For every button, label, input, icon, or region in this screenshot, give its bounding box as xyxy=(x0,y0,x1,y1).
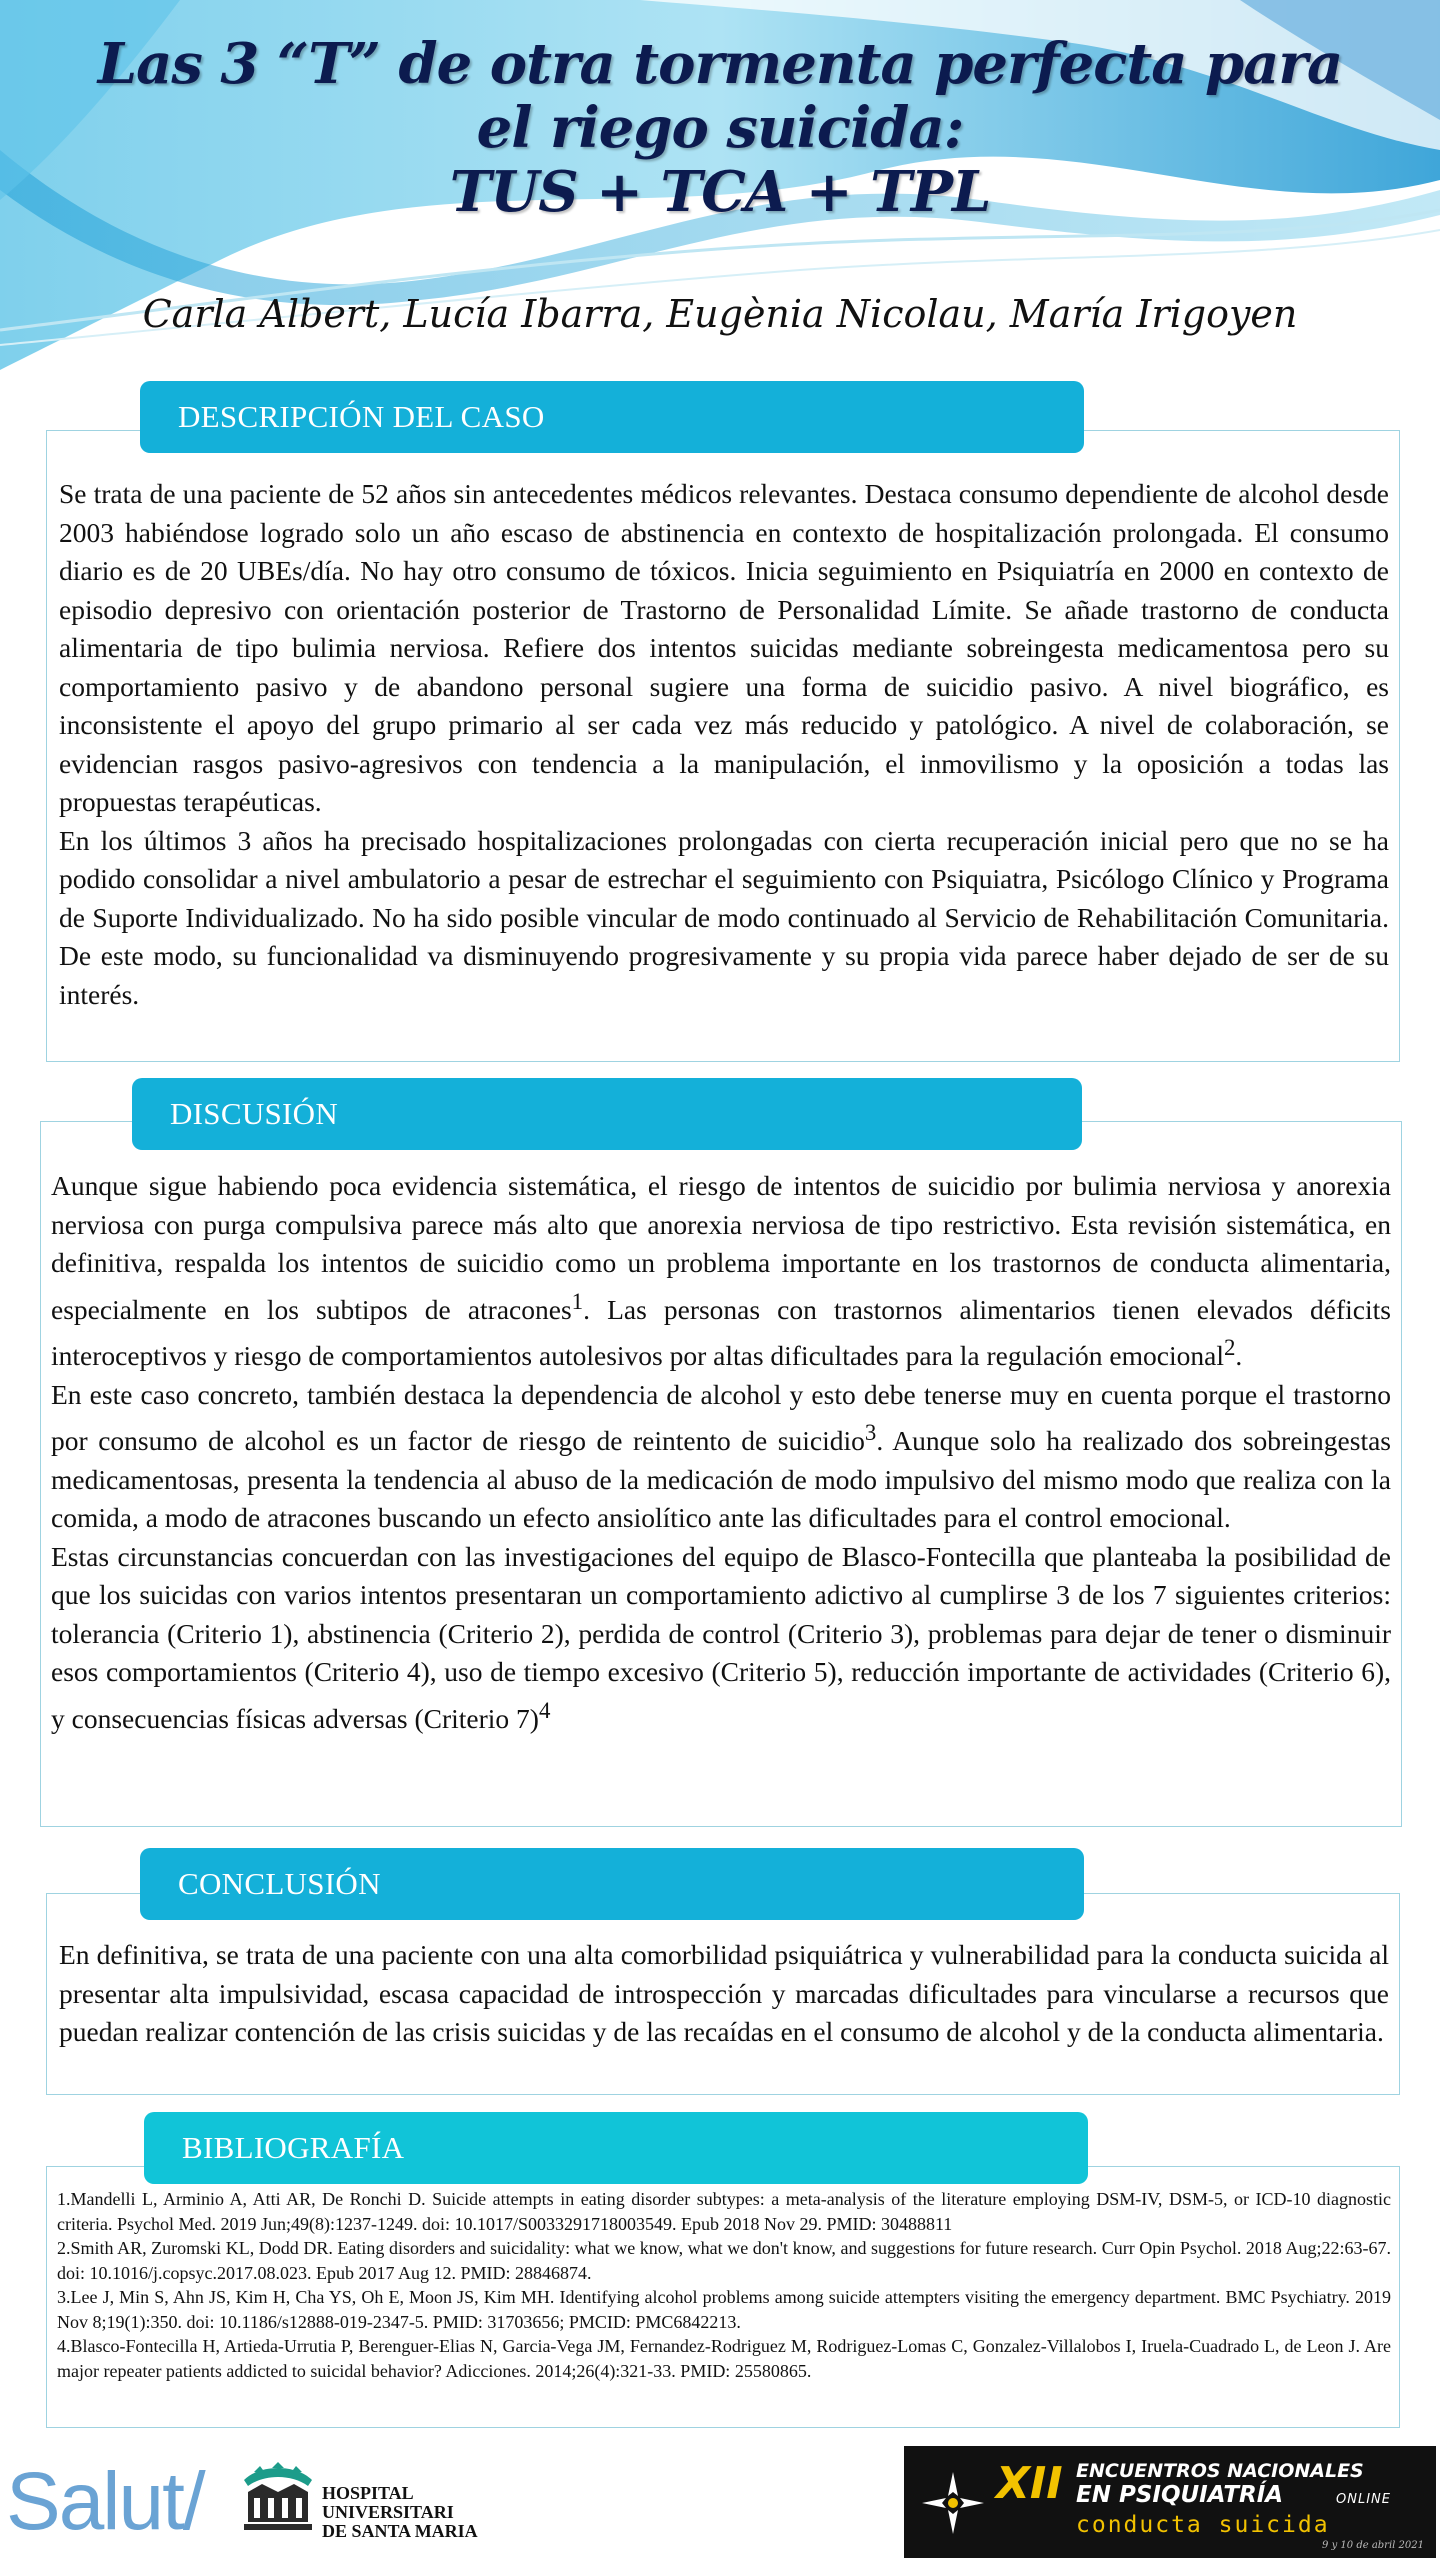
descripcion-paragraph-2: En los últimos 3 años ha precisado hospitalizaciones prolongadas con cierta recuperación inicial pero que no se ha podido consolidar a nivel ambulatorio a pesar de estrechar el seguimiento con Psiquiatra, Psicólogo Clínico y Programa de Suporte Individualizado. No ha sido posible vincular de modo continuado al Servicio de Rehabilitación Comunitaria. De este modo, su funcionalidad va disminuyendo progresivamente y su propia vida parece haber dejado de ser de su interés. xyxy=(59,824,1389,1010)
hospital-name: HOSPITAL UNIVERSITARI DE SANTA MARIA xyxy=(322,2483,478,2541)
event-name-line-2: EN PSIQUIATRÍA xyxy=(1076,2482,1284,2508)
event-online: ONLINE xyxy=(1336,2492,1391,2507)
reference-3: 3.Lee J, Min S, Ahn JS, Kim H, Cha YS, Oh E, Moon JS, Kim MH. Identifying alcohol problems among suicide attempters visiting the emergency department. BMC Psychiatry. 2019 Nov 8;19(1):350. doi: 10.1186/s12888-019-2347-5. PMID: 31703656; PMCID: PMC6842213. xyxy=(57,2287,1391,2332)
tab-descripcion: DESCRIPCIÓN DEL CASO xyxy=(140,381,1084,453)
section-descripcion xyxy=(46,430,1400,1062)
reference-1: 1.Mandelli L, Arminio A, Atti AR, De Ronchi D. Suicide attempts in eating disorder subtypes: a meta-analysis of the literature employing DSM-IV, DSM-5, or ICD-10 diagnostic criteria. Psychol Med. 2019 Jun;49(8):1237-1249. doi: 10.1017/S0033291718003549. Epub 2018 Nov 29. PMID: 30488811 xyxy=(57,2189,1391,2234)
reference-2: 2.Smith AR, Zuromski KL, Dodd DR. Eating disorders and suicidality: what we know, what we don't know, and suggestions for future research. Curr Opin Psychol. 2018 Aug;22:63-67. doi: 10.1016/j.copsyc.2017.08.023. Epub 2017 Aug 12. PMID: 28846874. xyxy=(57,2238,1391,2283)
descripcion-paragraph-1: Se trata de una paciente de 52 años sin antecedentes médicos relevantes. Destaca consumo dependiente de alcohol desde 2003 habiéndose logrado solo un año escaso de abstinencia en contexto de hospitalización prolongada. El consumo diario es de 20 UBEs/día. No hay otro consumo de tóxicos. Inicia seguimiento en Psiquiatría en 2000 en contexto de episodio depresivo con orientación posterior de Trastorno de Personalidad Límite. Se añade trastorno de conducta alimentaria de tipo bulimia nerviosa. Refiere dos intentos suicidas mediante sobreingesta medicamentosa pero su comportamiento pasivo y de abandono personal sugiere una forma de suicidio pasivo. A nivel biográfico, es inconsistente el apoyo del grupo primario al ser cada vez más reducido y patológico. A nivel de colaboración, se evidencian rasgos pasivo-agresivos con tendencia a la manipulación, el inmovilismo y la oposición a todas las propuestas terapéuticas. xyxy=(59,478,1389,817)
descripcion-body xyxy=(59,475,1389,1014)
section-discusion xyxy=(40,1121,1402,1827)
event-edition: XII xyxy=(996,2458,1063,2509)
title-line-3: TUS + TCA + TPL xyxy=(449,159,991,225)
footnote-2: 2 xyxy=(1223,1335,1236,1361)
tab-conclusion: CONCLUSIÓN xyxy=(140,1848,1084,1920)
discusion-body xyxy=(51,1167,1391,1739)
authors: Carla Albert, Lucía Ibarra, Eugènia Nicolau, María Irigoyen xyxy=(142,292,1298,336)
header-banner xyxy=(0,0,1440,380)
salut-logo: Salut/ xyxy=(6,2456,204,2547)
event-topic: conducta suicida xyxy=(1076,2512,1330,2538)
discusion-paragraph-1: Aunque sigue habiendo poca evidencia sistemática, el riesgo de intentos de suicidio por bulimia nerviosa y anorexia nerviosa con purga compulsiva parece más alto que anorexia nerviosa de tipo restrictivo. Esta revisión sistemática, en definitiva, respalda los intentos de suicidio como un problema importante en los trastornos de conducta alimentaria, especialmente en los subtipos de atracones$^1$. Las personas con trastornos alimentarios tienen elevados déficits interoceptivos y riesgo de comportamientos autolesivos por altas dificultades para la regulación emocional$^2$. xyxy=(51,1170,1391,1372)
footnote-1: 1 xyxy=(571,1288,584,1314)
bibliografia-body xyxy=(57,2187,1391,2383)
reference-4: 4.Blasco-Fontecilla H, Artieda-Urrutia P, Berenguer-Elias N, Garcia-Vega JM, Fernandez-Rodriguez M, Rodriguez-Lomas C, Gonzalez-Villalobos I, Iruela-Cuadrado L, de Leon J. Are major repeater patients addicted to suicidal behavior? Adicciones. 2014;26(4):321-33. PMID: 25580865. xyxy=(57,2336,1391,2381)
hospital-logo-icon xyxy=(240,2462,316,2536)
poster-title xyxy=(0,32,1440,224)
footnote-4: 4 xyxy=(538,1697,551,1723)
event-logo xyxy=(904,2446,1436,2558)
tab-bibliografia: BIBLIOGRAFÍA xyxy=(144,2112,1088,2184)
event-name-line-1: ENCUENTROS NACIONALES xyxy=(1076,2460,1364,2482)
footnote-3: 3 xyxy=(864,1420,877,1446)
title-line-2: el riego suicida: xyxy=(476,95,964,161)
title-line-1: Las 3 “T” de otra tormenta perfecta para xyxy=(97,31,1343,97)
conclusion-text: En definitiva, se trata de una paciente con una alta comorbilidad psiquiátrica y vulnerabilidad para la conducta suicida al presentar alta impulsividad, escasa capacidad de introspección y marcadas dificultades para vincularse a recursos que puedan realizar contención de las crisis suicidas y de las recaídas en el consumo de alcohol y de la conducta alimentaria. xyxy=(59,1939,1389,2047)
tab-discusion: DISCUSIÓN xyxy=(132,1078,1082,1150)
compass-icon xyxy=(918,2468,988,2538)
event-date: 9 y 10 de abril 2021 xyxy=(1322,2540,1424,2551)
section-conclusion xyxy=(46,1893,1400,2095)
conclusion-body xyxy=(59,1936,1389,2052)
discusion-paragraph-3: Estas circunstancias concuerdan con las investigaciones del equipo de Blasco-Fontecilla que planteaba la posibilidad de que los suicidas con varios intentos presentaran un comportamiento adictivo al cumplirse 3 de los 7 siguientes criterios: tolerancia (Criterio 1), abstinencia (Criterio 2), perdida de control (Criterio 3), problemas para dejar de tener o disminuir esos comportamientos (Criterio 4), uso de tiempo excesivo (Criterio 5), reducción importante de actividades (Criterio 6), y consecuencias físicas adversas (Criterio 7)$^4$ xyxy=(51,1540,1391,1735)
discusion-paragraph-2: En este caso concreto, también destaca la dependencia de alcohol y esto debe tenerse muy en cuenta porque el trastorno por consumo de alcohol es un factor de riesgo de reintento de suicidio$^3$. Aunque solo ha realizado dos sobreingestas medicamentosas, presenta la tendencia al abuso de la medicación de modo impulsivo del mismo modo que realiza con la comida, a modo de atracones buscando un efecto ansiolítico ante las dificultades para el control emocional. xyxy=(51,1378,1391,1534)
section-bibliografia xyxy=(46,2166,1400,2428)
